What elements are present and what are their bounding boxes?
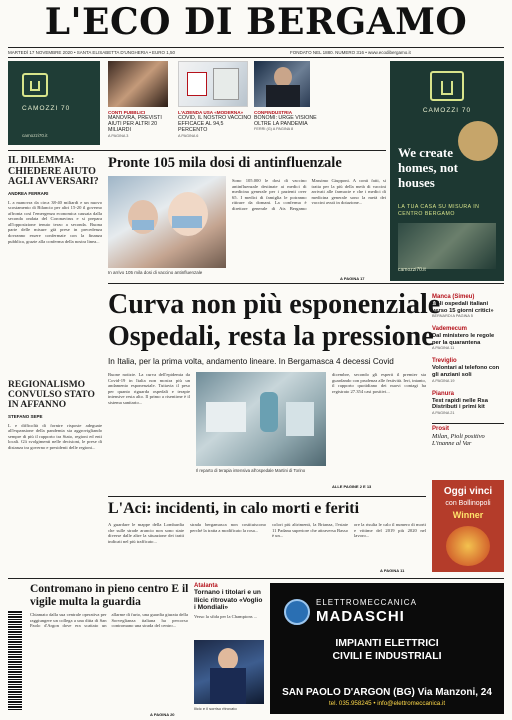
teaser-bonomi[interactable] bbox=[254, 110, 320, 131]
main-headline-line2[interactable]: Ospedali, resta la pressione bbox=[108, 321, 434, 352]
sidebar-title: Volontari al telefono con gli anziani soli bbox=[432, 365, 500, 378]
vaccine-story-text: Sono 105.000 le dosi di vaccino antinfluenzale destinate ai medici di medicina generale per i pazienti over 65. I medici di famiglia le potranno ritirare da domani. La conferma è direttore generale di Ats Bergamo Massimo Giupponi. A conti fatti, si tratta per la più della metà di vaccini arrivati alle farmacie e che i medici di medicina generale sono la metà dei vaccini avuti in dotazione... bbox=[232, 178, 386, 211]
sidebar-item[interactable] bbox=[432, 294, 504, 318]
camozzi-site: camozzi70.it bbox=[398, 267, 426, 273]
teaser-kicker: CONTI PUBBLICI bbox=[108, 110, 146, 115]
aci-text1: A guardare le mappe della Lombardia che sulle strade arancio non sono state diverse dalle altre la situazione dei tratti indicati nel più trafficato... bbox=[108, 522, 184, 544]
main-story-col3: dicembre, secondo gli esperti il premier sta guardando con prudenza alle festività. Ieri, intanto, il rapporto quotidiano dei nuovi contagi ha registrato 27.354 casi positivi... bbox=[332, 372, 426, 394]
sidebar-title: Milan, Pioli positivo L'inanne al Var bbox=[432, 432, 485, 447]
sidebar-page: A PAGINA 19 bbox=[432, 378, 455, 383]
teaser-title: MANOVRA, PREVISTI AIUTI PER ALTRI 20 MILIARDI bbox=[108, 115, 162, 134]
oggi-vinci-line2: con Bollinopoli bbox=[445, 500, 491, 507]
teaser-page: FERRI (G) A PAGINA 8 bbox=[254, 127, 294, 132]
sidebar-page: A PAGINA 21 bbox=[432, 410, 455, 415]
teaser-manovra[interactable] bbox=[108, 110, 174, 138]
main-story-page: ALLE PAGINE 2 E 13 bbox=[332, 484, 372, 489]
teaser-photo-vaccine bbox=[178, 61, 248, 107]
atalanta-photo bbox=[194, 640, 264, 704]
vaccine-story[interactable] bbox=[108, 155, 386, 172]
vaccine-story-title: Pronte 105 mila dosi di antinfluenzale bbox=[108, 155, 342, 171]
contromano-text: Chiamato dalla sua centrale operativa per raggiungere un collega a una ditta di San Paolo d'Argon dove era scattato un allarme di furto, una guardia giurata della Sorveglianza italiana ha percorso contromano una strada del centro... bbox=[30, 612, 188, 629]
editorial[interactable] bbox=[8, 156, 102, 310]
contromano-page: A PAGINA 20 bbox=[150, 712, 175, 717]
oggi-vinci-line3: Winner bbox=[452, 510, 484, 520]
regionalismo-editorial[interactable] bbox=[8, 380, 102, 563]
camozzi-site: camozzi70.it bbox=[22, 133, 48, 138]
madaschi-address: SAN PAOLO D'ARGON (BG) Via Manzoni, 24 bbox=[282, 687, 492, 698]
sidebar-item[interactable] bbox=[432, 391, 504, 415]
gear-icon bbox=[284, 599, 310, 625]
sidebar-title: Dal ministero le regole per la quarantena bbox=[432, 333, 495, 346]
dateline: MARTEDÌ 17 NOVEMBRE 2020 • SANTA ELISABETTA D'UNGHERIA • EURO 1,50 bbox=[8, 50, 176, 55]
sidebar bbox=[432, 294, 504, 447]
camozzi-slogan: We create homes, not houses bbox=[398, 145, 458, 190]
camozzi-brand: CAMOZZI 70 bbox=[22, 105, 71, 112]
icu-photo-caption: Il reparto di terapia intensiva all'ospedale Martini di Torino bbox=[196, 468, 306, 473]
madaschi-line1: IMPIANTI ELETTRICI bbox=[335, 637, 439, 649]
newspaper-title: L'ECO DI BERGAMO bbox=[44, 1, 468, 43]
founded-line: FONDATO NEL 1880. NUMERO 316 • www.ecodibergamo.it bbox=[290, 50, 411, 55]
main-story-col1: Buone notizie. La curva dell'epidemia da Covid-19 in Italia non mostra più un andamento esponenziale. Tuttavia il peso per quanto riguarda ospedali e terapie intensive resta alto. Il primo a risentirne è il sistema sanitario... bbox=[108, 372, 190, 405]
atalanta-text: Verso la sfida per la Champions ... bbox=[194, 613, 258, 619]
dateline-rule bbox=[8, 57, 504, 58]
sidebar-item[interactable] bbox=[432, 358, 504, 382]
regionalismo-title: REGIONALISMO CONVULSO STATO IN AFFANNO bbox=[8, 380, 95, 411]
teaser-page: A PAGINA 3 bbox=[108, 133, 129, 138]
editorial-title: IL DILEMMA: CHIEDERE AIUTO AGLI AVVERSARI? bbox=[8, 155, 99, 187]
camozzi-tagline: LA TUA CASA SU MISURA IN CENTRO BERGAMO bbox=[398, 204, 480, 217]
atalanta-title: Tornano i titolari e un Ilicic ritrovato «Voglio i Mondiali» bbox=[194, 589, 263, 612]
main-headline-line1[interactable]: Curva non più esponenziale bbox=[108, 289, 441, 320]
madaschi-ad[interactable] bbox=[270, 583, 504, 714]
aci-text2: strada bergamasca non costituiscono perché la tratta a modificato la rosa... bbox=[190, 522, 266, 533]
atalanta-kicker: Atalanta bbox=[194, 583, 218, 589]
house-logo-icon bbox=[22, 73, 48, 97]
sidebar-item[interactable] bbox=[432, 326, 504, 350]
icu-photo bbox=[196, 372, 326, 466]
vaccine-photo-caption: In arrivo 105 mila dosi di vaccino antinfluenzale bbox=[108, 270, 203, 275]
camozzi-brand: CAMOZZI 70 bbox=[422, 107, 472, 114]
masthead bbox=[0, 0, 512, 44]
camozzi-photo bbox=[398, 223, 496, 269]
madaschi-line2: CIVILI E INDUSTRIALI bbox=[332, 650, 442, 662]
aci-page: A PAGINA 11 bbox=[380, 568, 405, 573]
camozzi-ad-right[interactable] bbox=[390, 61, 504, 281]
sidebar-kicker: Treviglio bbox=[432, 358, 457, 365]
sidebar-item[interactable] bbox=[432, 423, 504, 447]
rule bbox=[108, 283, 504, 284]
sidebar-kicker: Vademecum bbox=[432, 326, 468, 333]
vaccine-story-page: A PAGINA 17 bbox=[340, 276, 365, 281]
madaschi-company: ELETTROMECCANICA bbox=[316, 598, 417, 607]
oggi-vinci-ad[interactable] bbox=[432, 480, 504, 572]
teaser-title: COVID, IL NOSTRO VACCINO EFFICACE AL 94,5 PERCENTO bbox=[178, 115, 252, 134]
sidebar-page: BERNARDI A PAGINA 5 bbox=[432, 314, 473, 319]
teaser-page: A PAGINA 6 bbox=[178, 133, 199, 138]
teaser-photo-bonomi bbox=[254, 61, 310, 107]
aci-text4: ore la risulta le calo il numero di morti e vittime del 2019 più 2020 nel lavoro... bbox=[354, 522, 426, 539]
sidebar-kicker: Prosit bbox=[432, 425, 450, 432]
madaschi-name: MADASCHI bbox=[316, 608, 405, 625]
teaser-title: BONOMI: URGE VISIONE OLTRE LA PANDEMIA bbox=[254, 115, 317, 128]
teaser-kicker: CONFINDUSTRIA bbox=[254, 110, 293, 115]
regionalismo-text: L e difficoltà di fornire risposte adeguate all'espansione della pandemia sta aggrovigliando sempre di più il rapporto tra Stato, regioni ed enti locali. Gli svolgimenti nelle decisioni, le prese di distanza tra governo e presidenti delle regioni... bbox=[8, 422, 102, 450]
rule bbox=[8, 578, 504, 579]
sidebar-kicker: Pianura bbox=[432, 390, 455, 397]
teaser-kicker: L'AZIENDA USA «MODERNA» bbox=[178, 110, 244, 115]
barcode bbox=[8, 610, 22, 710]
atalanta-caption: Ilicic e il sorriso ritrovato bbox=[194, 706, 237, 711]
rule bbox=[8, 150, 386, 151]
house-logo-icon bbox=[430, 71, 464, 101]
teaser-photo-manovra bbox=[108, 61, 168, 107]
rule bbox=[108, 496, 426, 497]
camozzi-ad-left[interactable] bbox=[8, 61, 100, 145]
vaccine-photo bbox=[108, 176, 226, 268]
oggi-vinci-line1: Oggi vinci bbox=[443, 486, 493, 497]
contromano-title[interactable]: Contromano in pieno centro E il vigile multa la guardia bbox=[30, 583, 189, 608]
sidebar-title: Test rapidi nelle Rsa Distributi i primi kit bbox=[432, 397, 488, 411]
atalanta-story[interactable] bbox=[194, 583, 264, 626]
regionalismo-author: STEFANO SEPE bbox=[8, 413, 43, 419]
masthead-rule bbox=[8, 47, 504, 48]
sidebar-page: A PAGINA 11 bbox=[432, 346, 455, 351]
aci-text3: colori più altrimenti, la Brianza, l'estate 11 Padana superiore che attraversa Basso è un... bbox=[272, 522, 348, 539]
editorial-author: ANDREA FERRARI bbox=[8, 190, 49, 196]
aci-story-title[interactable]: L'Aci: incidenti, in calo morti e feriti bbox=[108, 500, 360, 517]
madaschi-contacts: tel. 035.958245 • info@elettromeccanica.it bbox=[328, 700, 446, 707]
sidebar-title: «Gli ospedali italiani verso 15 giorni critici» bbox=[432, 301, 494, 314]
teaser-vaccine[interactable] bbox=[178, 110, 252, 138]
coin-icon bbox=[446, 526, 490, 566]
editorial-text: L a manovra da circa 38-40 miliardi e un nuovo scostamento di Bilancio per altri 15-20 il governo affronta così l'emergenza economica causata dalla seconda ondata del Coronavirus e si prepara all'opposizione tenuto terzo a seconda. Buona parte delle misure già prese in precedenza dovranno essere confermate con la finanza pubblica, grazie alla conferma della nostra linea... bbox=[8, 199, 102, 244]
main-subline: In Italia, per la prima volta, andamento lineare. In Bergamasca 4 decessi Covid bbox=[108, 357, 394, 366]
sidebar-kicker: Manca (Simeu) bbox=[432, 294, 475, 300]
